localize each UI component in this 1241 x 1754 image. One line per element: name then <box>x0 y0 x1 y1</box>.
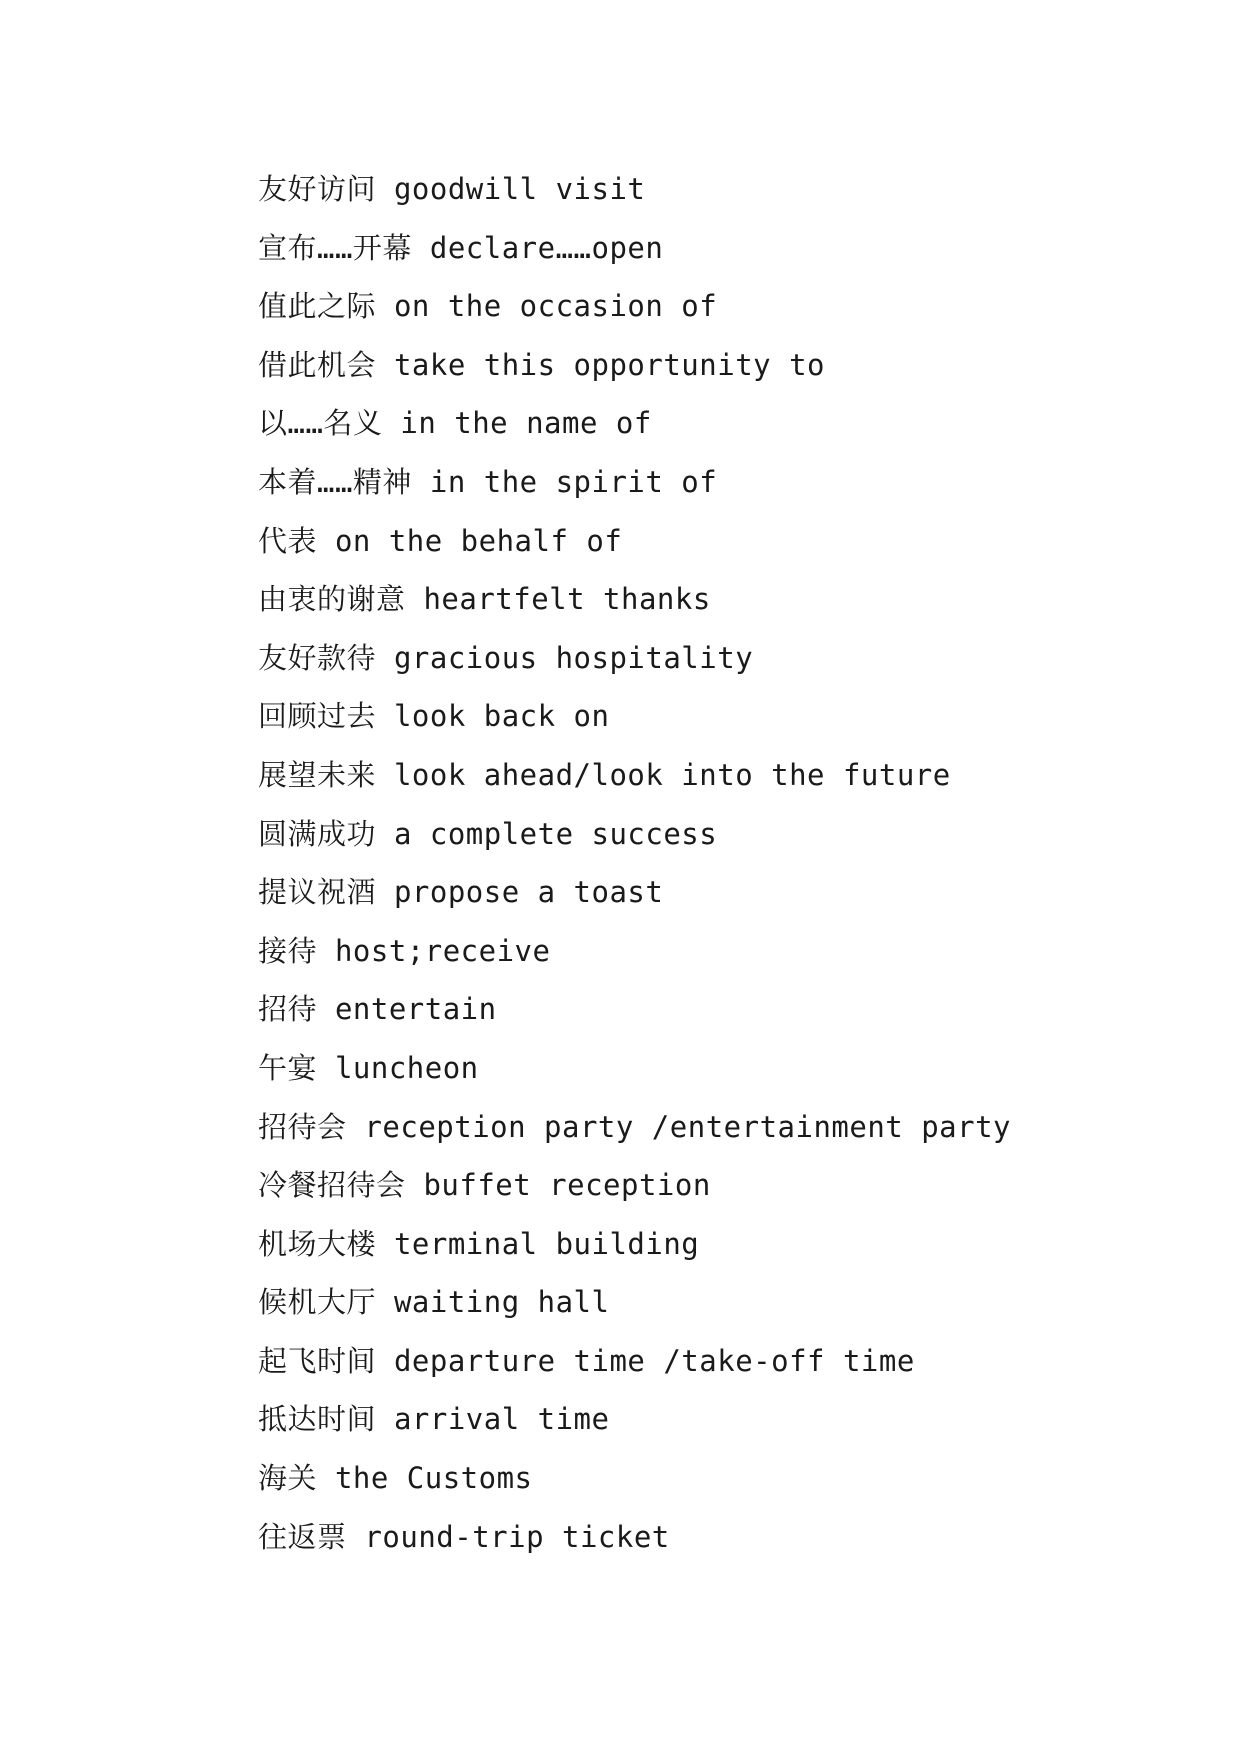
glossary-entry: 招待会 reception party /entertainment party <box>258 1109 1012 1144</box>
glossary-entry: 往返票 round-trip ticket <box>258 1519 670 1554</box>
glossary-entry: 候机大厅 waiting hall <box>258 1285 610 1320</box>
glossary-entry: 宣布……开幕 declare……open <box>258 230 664 265</box>
glossary-entry: 友好访问 goodwill visit <box>258 172 646 206</box>
glossary-entry: 本着……精神 in the spirit of <box>258 464 718 499</box>
glossary-entry: 冷餐招待会 buffet reception <box>258 1168 711 1203</box>
glossary-entry: 提议祝酒 propose a toast <box>258 875 664 910</box>
glossary-entry: 由衷的谢意 heartfelt thanks <box>258 582 711 617</box>
glossary-entry: 接待 host;receive <box>258 933 551 968</box>
glossary-entry: 圆满成功 a complete success <box>258 816 718 851</box>
glossary-entry: 回顾过去 look back on <box>258 699 610 734</box>
glossary-entry: 展望未来 look ahead/look into the future <box>258 757 951 792</box>
glossary-entry: 午宴 luncheon <box>258 1050 479 1085</box>
glossary-entry: 值此之际 on the occasion of <box>258 289 718 324</box>
glossary-entry: 代表 on the behalf of <box>258 523 623 558</box>
glossary-entry: 友好款待 gracious hospitality <box>258 640 754 675</box>
glossary-entry: 起飞时间 departure time /take-off time <box>258 1343 915 1378</box>
glossary-entry: 抵达时间 arrival time <box>258 1402 610 1437</box>
glossary-entry: 海关 the Customs <box>258 1461 533 1496</box>
glossary-entry: 招待 entertain <box>258 992 497 1027</box>
glossary-entry: 借此机会 take this opportunity to <box>258 347 825 382</box>
glossary-entry: 以……名义 in the name of <box>258 406 652 441</box>
glossary-entry: 机场大楼 terminal building <box>258 1226 700 1261</box>
glossary-list <box>258 160 1011 1566</box>
